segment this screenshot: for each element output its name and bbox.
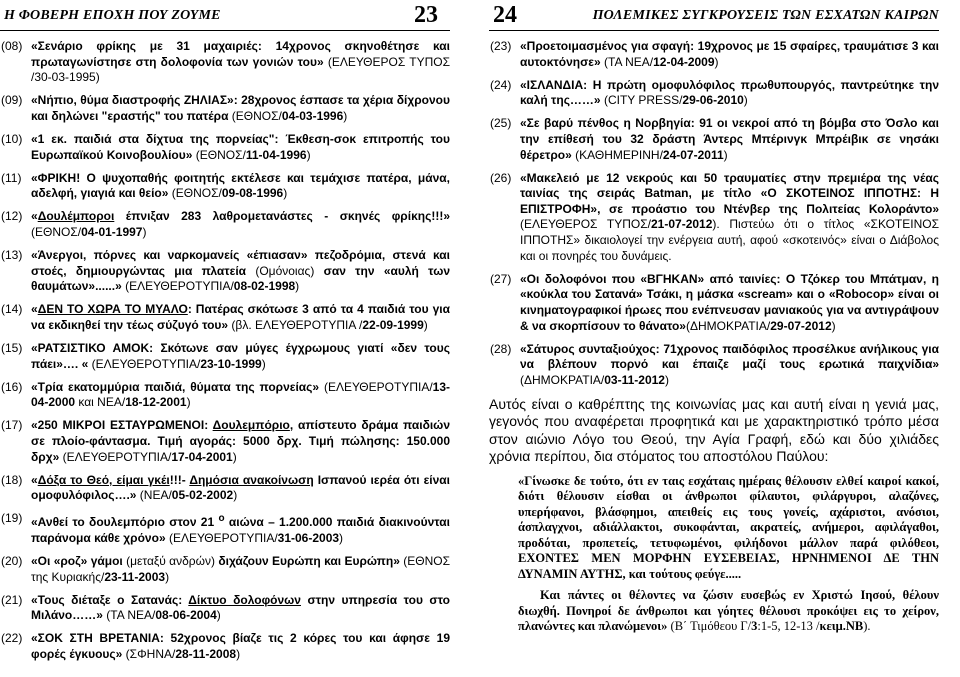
entry-text: «Προετοιμασμένος για σφαγή: 19χρονος με 15 σφαίρες, τραυμάτισε 3 και αυτοκτόνησε» (ΤΑ ΝΕΑ/12-04-2009): [520, 39, 939, 69]
entry-text: «Σάτυρος συνταξιούχος: 71χρονος παιδόφιλος προσέλκυε ανήλικους για να βλέπουν πορνό και έπαιζε μαζί τους ερωτικά παιχνίδια» (ΔΗΜΟΚΡΑΤΙΑ/03-11-2012): [520, 341, 939, 387]
headline-entry: [0, 302, 450, 333]
headline-entry: [0, 39, 450, 86]
entry-number: (11): [1, 170, 22, 185]
entry-number: (14): [1, 302, 23, 317]
entry-text: «Τρία εκατομμύρια παιδιά, θύματα της πορνείας» (ΕΛΕΥΘΕΡΟΤΥΠΙΑ/13-04-2000 και ΝΕΑ/18-12-2001): [31, 379, 450, 410]
entry-text: «Οι «ροζ» γάμοι (μεταξύ ανδρών) διχάζουν Ευρώπη και Ευρώπη» (ΕΘΝΟΣ της Κυριακής/23-11-2003): [31, 554, 450, 584]
left-page-header: [0, 0, 450, 31]
left-page-number: 23: [414, 2, 438, 28]
entry-text: «ΡΑΤΣΙΣΤΙΚΟ ΑΜΟΚ: Σκότωνε σαν μύγες έγχρωμους γιατί «δεν τους πάει»…. « (ΕΛΕΥΘΕΡΟΤΥΠΙΑ/23-10-1999): [31, 341, 450, 371]
headline-entry: [489, 342, 939, 389]
entry-number: (08): [1, 39, 23, 53]
entry-text: «1 εκ. παιδιά στα δίχτυα της πορνείας": Έκθεση-σοκ επιτροπής του Ευρωπαϊκού Κοινοβουλίου» (ΕΘΝΟΣ/11-04-1996): [31, 131, 450, 162]
entry-number: (23): [490, 39, 512, 53]
headline-entry: [489, 116, 939, 163]
entry-number: (24): [490, 77, 512, 92]
entry-text: «Δόξα το Θεό, είμαι γκέι!!!- Δημόσια ανακοίνωση Ισπανού ιερέα ότι είναι ομοφυλόφιλος….» (ΝΕΑ/05-02-2002): [31, 472, 450, 503]
entry-number: (26): [490, 170, 512, 185]
right-page-number: 24: [493, 2, 517, 28]
entry-number: (20): [1, 554, 23, 569]
entry-number: (12): [1, 209, 23, 224]
headline-entry: [0, 132, 450, 163]
entry-text: «Ανθεί το δουλεμπόριο στον 21 $^o$ αιώνα – 1.200.000 παιδιά διακινούνται παράνομα κάθε χρόνο» (ΕΛΕΥΘΕΡΟΤΥΠΙΑ/31-06-2003): [31, 513, 450, 545]
entry-text: «ΙΣΛΑΝΔΙΑ: Η πρώτη ομοφυλόφιλος πρωθυπουργός, παντρεύτηκε την καλή της……» (CITY PRESS/29-06-2010): [520, 77, 939, 108]
entry-text: «Μακελειό με 12 νεκρούς και 50 τραυματίες στην πρεμιέρα της νέας ταινίας της σειράς Batman, με τίτλο «Ο ΣΚΟΤΕΙΝΟΣ ΙΠΠΟΤΗΣ: Η ΕΠΙΣΤΡΟΦΗ», σε προάστιο του Ντένβερ της Πολιτείας Κολοράντο» (ΕΛΕΥΘΕΡΟΣ ΤΥΠΟΣ/21-07-2012). Πιστεύω ότι ο τίτλος «ΣΚΟΤΕΙΝΟΣ ΙΠΠΟΤΗΣ» δικαιολογεί την ενέργεια αυτή, αφού «σκοτεινός» είναι ο Διάβολος και οι πονηρές του δυνάμεις.: [520, 170, 939, 263]
entry-text: «Σενάριο φρίκης με 31 μαχαιριές: 14χρονος σκηνοθέτησε και πρωταγωνίστησε στη δολοφονία των γονιών του» (ΕΛΕΥΘΕΡΟΣ ΤΥΠΟΣ /30-03-1995): [31, 39, 450, 85]
headline-entry: [0, 511, 450, 546]
headline-entry: [0, 418, 450, 465]
entry-number: (16): [1, 379, 23, 394]
headline-entry: [0, 171, 450, 202]
headline-entry: [0, 380, 450, 411]
quote-paragraph-2: Και πάντες οι θέλοντες να ζώσιν ευσεβώς εν Χριστώ Ιησού, θέλουν διωχθή. Πονηροί δε άνθρωποι και γόητες θέλουσι προκόψει εις το χείρον, πλανώντες και πλανώμενοι» (Β΄ Τιμόθεου Γ/3:1-5, 12-13 /κειμ.ΝΒ).: [518, 588, 939, 634]
entry-number: (15): [1, 341, 23, 355]
entry-number: (21): [1, 592, 23, 607]
entry-text: «Οι δολοφόνοι που «ΒΓΗΚΑΝ» από ταινίες: Ο Τζόκερ του Μπάτμαν, η «κούκλα του Σατανά» Τσάκι, η μάσκα «scream» και ο «Robocop» είναι οι κινηματογραφικοί ήρωες που ενέπνευσαν μανιακούς για να αντιγράψουν & να σκορπίσουν το θάνατο»(ΔΗΜΟΚΡΑΤΙΑ/29-07-2012): [520, 271, 939, 333]
right-running-title: ΠΟΛΕΜΙΚΕΣ ΣΥΓΚΡΟΥΣΕΙΣ ΤΩΝ ΕΣΧΑΤΩΝ ΚΑΙΡΩΝ: [592, 8, 939, 23]
entry-number: (22): [1, 631, 23, 646]
entry-number: (19): [1, 511, 23, 526]
headline-entry: [489, 39, 939, 70]
quote-paragraph-1: «Γίνωσκε δε τούτο, ότι εν ταις εσχάταις ημέραις θέλουσιν ελθεί καιροί κακοί, διότι θέλουσιν είσθαι οι άνθρωποι φίλαυτοι, φιλάργυροι, αλαζόνες, υπερήφανοι, βλάσφημοι, απειθείς εις τους γονείς, αχάριστοι, ανόσιοι, άσπλαγχνοι, αδιάλλακτοι, συκοφάνται, ακρατείς, ανήμεροι, αφιλάγαθοι, προδόται, προπετείς, τετυφωμένοι, φιλήδονοι μάλλον παρά φιλόθεοι, ΕΧΟΝΤΕΣ ΜΕΝ ΜΟΡΦΗΝ ΕΥΣΕΒΕΙΑΣ, ΗΡΝΗΜΕΝΟΙ ΔΕ ΤΗΝ ΔΥΝΑΜΙΝ ΑΥΤΗΣ, και τούτους φεύγε.....: [518, 473, 939, 581]
right-page: [489, 0, 939, 635]
headline-entry: [0, 473, 450, 504]
entry-number: (28): [490, 341, 512, 356]
scripture-quote: [518, 474, 939, 635]
entry-number: (09): [1, 93, 23, 108]
entry-number: (10): [1, 131, 23, 146]
headline-entry: [489, 78, 939, 109]
entry-text: «ΔΕΝ ΤΟ ΧΩΡΑ ΤΟ ΜΥΑΛΟ: Πατέρας σκότωσε 3 από τα 4 παιδιά του για να εκδικηθεί την τέως σύζυγό του» (βλ. ΕΛΕΥΘΕΡΟΤΥΠΙΑ /22-09-1999): [31, 302, 450, 332]
right-headline-list: [489, 39, 939, 388]
left-running-title: Η ΦΟΒΕΡΗ ΕΠΟΧΗ ΠΟΥ ΖΟΥΜΕ: [4, 8, 221, 23]
right-page-header: [489, 0, 939, 31]
entry-text: «250 ΜΙΚΡΟΙ ΕΣΤΑΥΡΩΜΕΝΟΙ: Δουλεμπόριο, απίστευτο δράμα παιδιών σε πλοίο-φάντασμα. Τιμή αγοράς: 5000 δρχ. Τιμή πώλησης: 150.000 δρχ» (ΕΛΕΥΘΕΡΟΤΥΠΙΑ/17-04-2001): [31, 418, 450, 464]
entry-text: «Νήπιο, θύμα διαστροφής ΖΗΛΙΑΣ»: 28χρονος έσπασε τα χέρια δίχρονου και δηλώνει "εραστής" του πατέρα (ΕΘΝΟΣ/04-03-1996): [31, 93, 450, 123]
commentary-paragraph: Αυτός είναι ο καθρέπτης της κοινωνίας μας και αυτή είναι η γενιά μας, γεγονός που αναφέρεται προφητικά και με χαρακτηριστικό τρόπο μέσα στον αιώνιο Λόγο του Θεού, την Αγία Γραφή, εδώ και δύο χιλιάδες χρόνια περίπου, δια στόματος του αποστόλου Παύλου:: [489, 395, 939, 465]
entry-text: «Άνεργοι, πόρνες και ναρκομανείς «έπιασαν» πεζοδρόμια, στενά και στοές, δημιουργώντας μια πλατεία (Ομόνοιας) σαν την «αυλή των θαυμάτων»......» (ΕΛΕΥΘΕΡΟΤΥΠΙΑ/08-02-1998): [31, 248, 450, 294]
entry-number: (18): [1, 472, 23, 487]
headline-entry: [0, 93, 450, 124]
entry-number: (25): [490, 116, 512, 131]
entry-number: (27): [490, 271, 512, 286]
headline-entry: [489, 171, 939, 265]
entry-text: «Σε βαρύ πένθος η Νορβηγία: 91 οι νεκροί από τη βόμβα στο Όσλο και την επίθεσή του 32 δράστη Άντερς Μπέρινγκ Μπρέιβικ σε νησάκι θέρετρο» (ΚΑΘΗΜΕΡΙΝΗ/24-07-2011): [520, 116, 939, 162]
entry-number: (13): [1, 248, 23, 263]
headline-entry: [0, 593, 450, 624]
headline-entry: [0, 631, 450, 662]
headline-entry: [0, 341, 450, 372]
entry-text: «Δουλέμποροι έπνιξαν 283 λαθρομετανάστες - σκηνές φρίκης!!!» (ΕΘΝΟΣ/04-01-1997): [31, 209, 450, 239]
left-headline-list: [0, 39, 450, 663]
entry-text: «ΦΡΙΚΗ! Ο ψυχοπαθής φοιτητής εκτέλεσε και τεμάχισε πατέρα, μάνα, αδελφή, γιαγιά και θείο» (ΕΘΝΟΣ/09-08-1996): [31, 170, 450, 201]
headline-entry: [489, 272, 939, 334]
headline-entry: [0, 248, 450, 295]
entry-number: (17): [1, 418, 23, 433]
left-page: [0, 0, 450, 670]
entry-text: «ΣΟΚ ΣΤΗ ΒΡΕΤΑΝΙΑ: 52χρονος βίαζε τις 2 κόρες του και άφησε 19 φορές έγκυους» (ΣΦΗΝΑ/28-11-2008): [31, 631, 450, 661]
entry-text: «Τους διέταξε ο Σατανάς: Δίκτυο δολοφόνων στην υπηρεσία του στο Μιλάνο……» (ΤΑ ΝΕΑ/08-06-2004): [31, 592, 450, 623]
headline-entry: [0, 554, 450, 585]
headline-entry: [0, 209, 450, 240]
